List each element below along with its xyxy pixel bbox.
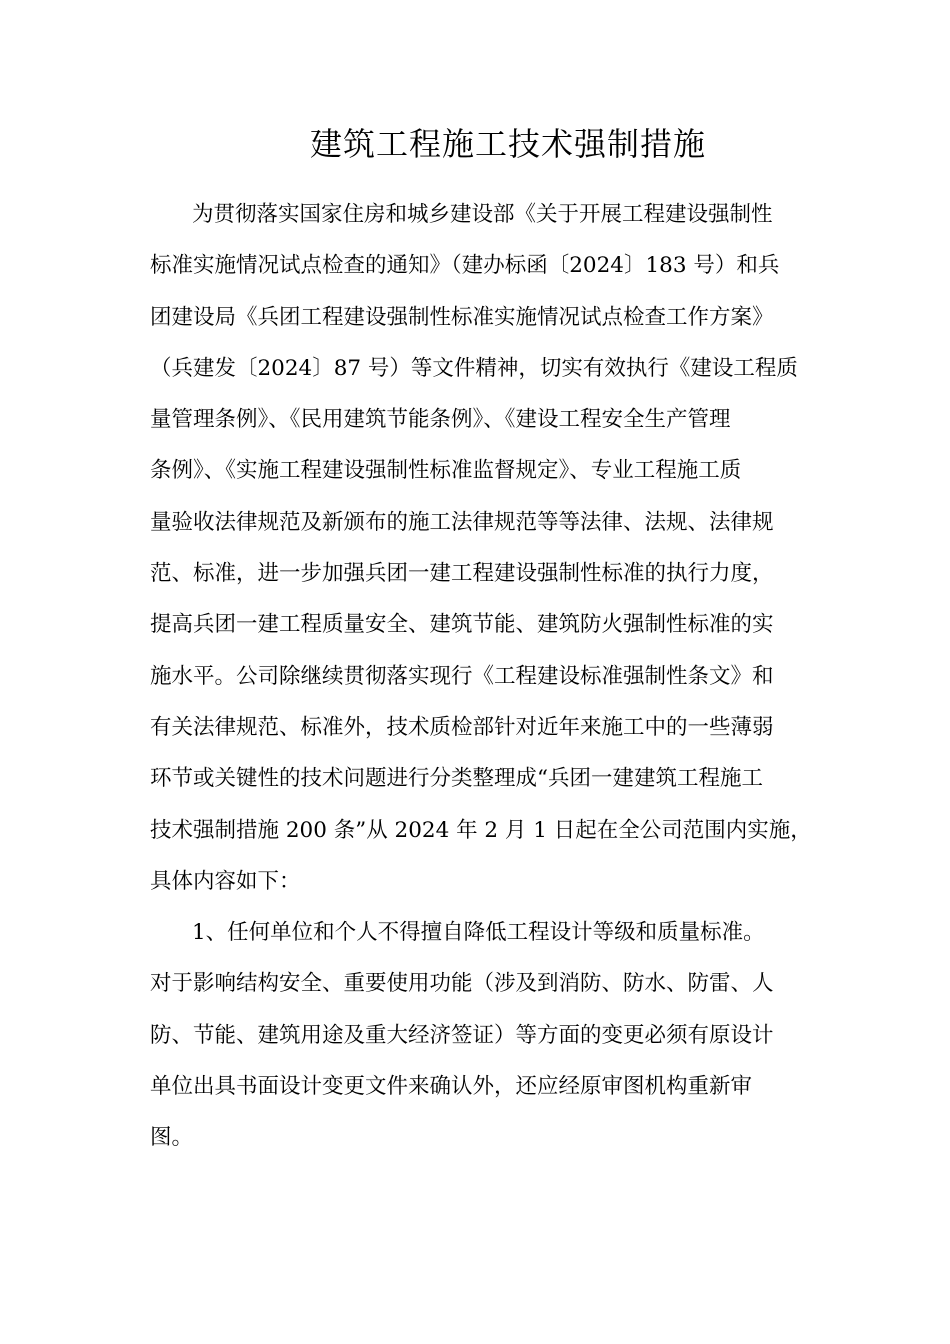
text-line: 条例》、《实施工程建设强制性标准监督规定》、专业工程施工质 — [150, 458, 742, 484]
text-line: 图。 — [150, 1125, 194, 1151]
paragraph-intro — [150, 189, 810, 907]
text-line: 提高兵团一建工程质量安全、建筑节能、建筑防火强制性标准的实 — [150, 612, 774, 638]
paragraph-item-1 — [150, 907, 810, 1163]
text-line: 量验收法律规范及新颁布的施工法律规范等等法律、法规、法律规 — [150, 509, 774, 535]
text-line: 环节或关键性的技术问题进行分类整理成“兵团一建建筑工程施工 — [150, 766, 763, 792]
text-line: 施水平。公司除继续贯彻落实现行《工程建设标准强制性条文》和 — [150, 663, 774, 689]
text-line: 1、任何单位和个人不得擅自降低工程设计等级和质量标准。 — [192, 920, 765, 945]
text-line: 对于影响结构安全、重要使用功能（涉及到消防、防水、防雷、人 — [150, 971, 774, 997]
text-line: 量管理条例》、《民用建筑节能条例》、《建设工程安全生产管理 — [150, 407, 731, 433]
text-line: 标准实施情况试点检查的通知》（建办标函〔2024〕183 号）和兵 — [150, 253, 780, 279]
document-title: 建筑工程施工技术强制措施 — [309, 125, 706, 163]
text-line: 范、标准，进一步加强兵团一建工程建设强制性标准的执行力度， — [150, 561, 774, 587]
text-line: 技术强制措施 200 条”从 2024 年 2 月 1 日起在全公司范围内实施， — [150, 817, 812, 843]
text-line: 防、节能、建筑用途及重大经济签证）等方面的变更必须有原设计 — [150, 1022, 774, 1048]
text-line: 具体内容如下： — [150, 868, 301, 894]
text-line: 为贯彻落实国家住房和城乡建设部《关于开展工程建设强制性 — [192, 202, 773, 227]
text-line: （兵建发〔2024〕87 号）等文件精神，切实有效执行《建设工程质 — [150, 355, 798, 381]
text-line: 有关法律规范、标准外，技术质检部针对近年来施工中的一些薄弱 — [150, 714, 774, 740]
text-line: 单位出具书面设计变更文件来确认外，还应经原审图机构重新审 — [150, 1073, 753, 1099]
text-line: 团建设局《兵团工程建设强制性标准实施情况试点检查工作方案》 — [150, 304, 774, 330]
